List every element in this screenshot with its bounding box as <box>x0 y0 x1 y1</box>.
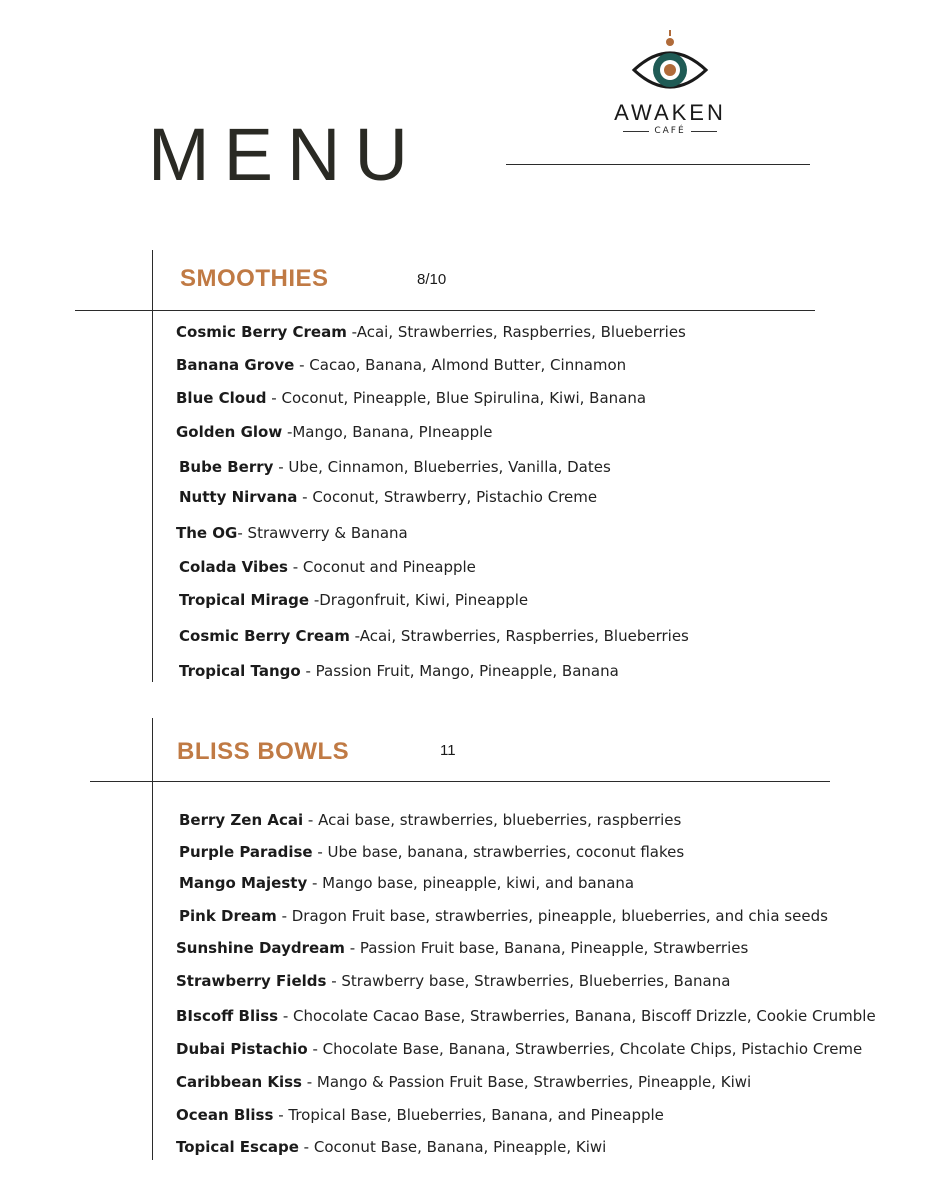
menu-item-name: Caribbean Kiss <box>176 1073 302 1091</box>
menu-item-description: - Ube, Cinnamon, Blueberries, Vanilla, Dates <box>273 458 611 476</box>
menu-item-name: Mango Majesty <box>179 874 308 892</box>
menu-item-description: -Dragonfruit, Kiwi, Pineapple <box>309 591 529 609</box>
menu-item-name: Berry Zen Acai <box>179 811 304 829</box>
menu-item <box>179 593 528 608</box>
menu-item <box>179 460 611 475</box>
menu-item <box>179 664 619 679</box>
menu-item <box>176 1075 751 1090</box>
menu-item-name: Banana Grove <box>176 356 295 374</box>
menu-item-description: - Coconut and Pineapple <box>287 558 476 576</box>
menu-item-name: Bube Berry <box>179 458 274 476</box>
page-title: MENU <box>148 113 422 196</box>
menu-item-name: Colada Vibes <box>179 558 288 576</box>
menu-item-name: BIscoff Bliss <box>176 1007 279 1025</box>
menu-item-description: -Mango, Banana, PIneapple <box>282 423 493 441</box>
menu-item-name: Cosmic Berry Cream <box>179 627 350 645</box>
menu-item-name: Sunshine Daydream <box>176 939 345 957</box>
menu-item-name: Ocean Bliss <box>176 1106 274 1124</box>
menu-item-description: - Passion Fruit base, Banana, Pineapple, Strawberries <box>344 939 749 957</box>
menu-item-description: -Acai, Strawberries, Raspberries, Blueberries <box>346 323 686 341</box>
menu-item-description: - Coconut, Pineapple, Blue Spirulina, Kiwi, Banana <box>266 389 647 407</box>
bowls-vertical-rule <box>152 718 153 1160</box>
smoothies-price: 8/10 <box>417 271 447 288</box>
awaken-cafe-logo <box>600 28 740 136</box>
menu-item-description: - Passion Fruit, Mango, Pineapple, Banana <box>300 662 619 680</box>
menu-item <box>176 325 686 340</box>
menu-item-description: - Acai base, strawberries, blueberries, raspberries <box>303 811 682 829</box>
eye-logo-icon <box>630 28 710 98</box>
brand-subtitle: CAFÉ <box>600 126 740 136</box>
menu-item-name: Golden Glow <box>176 423 283 441</box>
menu-item <box>176 1009 876 1024</box>
menu-item <box>176 1140 606 1155</box>
menu-item <box>179 845 684 860</box>
bowls-heading: BLISS BOWLS <box>177 738 350 765</box>
menu-item-name: Tropical Tango <box>179 662 301 680</box>
menu-item <box>179 813 681 828</box>
menu-item-name: Pink Dream <box>179 907 277 925</box>
menu-item <box>176 526 408 541</box>
menu-item-description: - Coconut Base, Banana, Pineapple, Kiwi <box>298 1138 607 1156</box>
menu-item-name: Strawberry Fields <box>176 972 327 990</box>
menu-item <box>176 425 493 440</box>
menu-item-name: Cosmic Berry Cream <box>176 323 347 341</box>
menu-item-name: Tropical Mirage <box>179 591 310 609</box>
menu-item <box>176 941 748 956</box>
bowls-price: 11 <box>440 742 456 759</box>
menu-item-description: - Mango & Passion Fruit Base, Strawberries, Pineapple, Kiwi <box>301 1073 752 1091</box>
menu-item <box>176 1042 862 1057</box>
menu-item-description: - Tropical Base, Blueberries, Banana, and Pineapple <box>273 1106 664 1124</box>
menu-item-description: - Ube base, banana, strawberries, coconut flakes <box>312 843 685 861</box>
bowls-divider <box>90 781 830 782</box>
menu-item-description: - Coconut, Strawberry, Pistachio Creme <box>297 488 598 506</box>
menu-item <box>176 1108 664 1123</box>
menu-item-name: Topical Escape <box>176 1138 299 1156</box>
menu-item-description: -Acai, Strawberries, Raspberries, Blueberries <box>349 627 689 645</box>
menu-item-description: - Chocolate Cacao Base, Strawberries, Banana, Biscoff Drizzle, Cookie Crumble <box>278 1007 876 1025</box>
menu-item <box>176 974 730 989</box>
menu-item-description: - Cacao, Banana, Almond Butter, Cinnamon <box>294 356 627 374</box>
menu-item-description: - Strawverry & Banana <box>237 524 408 542</box>
menu-item <box>179 876 634 891</box>
smoothies-vertical-rule <box>152 250 153 682</box>
menu-item <box>179 909 828 924</box>
menu-item-name: Nutty Nirvana <box>179 488 298 506</box>
header-divider <box>506 164 810 165</box>
menu-item-name: The OG <box>176 524 238 542</box>
menu-item-description: - Mango base, pineapple, kiwi, and banana <box>307 874 635 892</box>
menu-item <box>179 490 597 505</box>
menu-item-description: - Strawberry base, Strawberries, Blueberries, Banana <box>326 972 731 990</box>
menu-item-name: Purple Paradise <box>179 843 313 861</box>
menu-item-description: - Chocolate Base, Banana, Strawberries, Chcolate Chips, Pistachio Creme <box>307 1040 863 1058</box>
menu-item <box>179 629 689 644</box>
menu-item-name: Dubai Pistachio <box>176 1040 308 1058</box>
menu-item <box>179 560 476 575</box>
smoothies-heading: SMOOTHIES <box>180 265 329 292</box>
menu-item-description: - Dragon Fruit base, strawberries, pineapple, blueberries, and chia seeds <box>276 907 828 925</box>
smoothies-divider <box>75 310 815 311</box>
menu-item <box>176 391 646 406</box>
menu-item <box>176 358 626 373</box>
menu-item-name: Blue Cloud <box>176 389 267 407</box>
brand-name: AWAKEN <box>614 100 726 125</box>
